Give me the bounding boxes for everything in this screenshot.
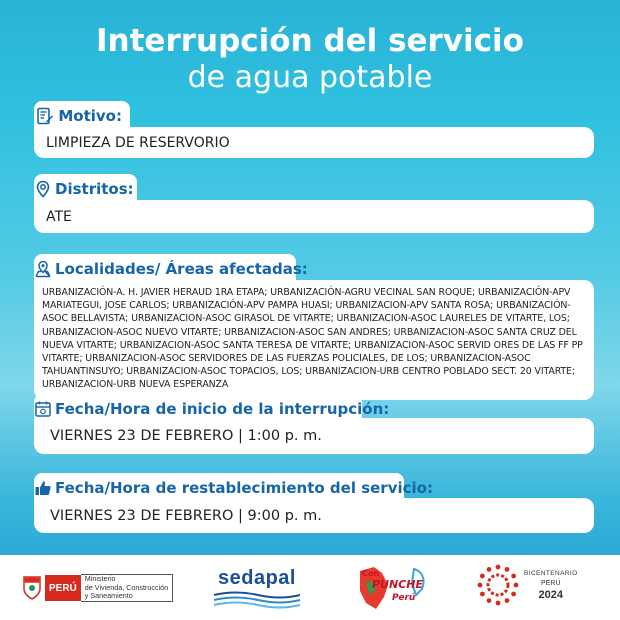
title-line-1: Interrupción del servicio [96, 23, 524, 59]
localidades-value-box [34, 280, 594, 400]
ministry-line-3: y Saneamiento [84, 591, 133, 601]
sedapal-wordmark: sedapal [218, 567, 296, 589]
thumbs-up-icon [34, 477, 52, 499]
con-punche-line-1: Con [362, 569, 380, 578]
bicentenario-year: 2024 [538, 589, 564, 601]
peru-label: PERÚ [45, 575, 81, 601]
con-punche-line-3: Perú [392, 593, 416, 603]
title-line-2: de agua potable [187, 60, 433, 95]
ministry-line-2: de Vivienda, Construcción [84, 582, 169, 592]
sedapal-waves-icon [212, 590, 302, 614]
footer-logos [0, 555, 620, 620]
restablecimiento-value: VIERNES 23 DE FEBRERO | 9:00 p. m. [50, 507, 322, 524]
distritos-value-box [34, 200, 594, 233]
con-punche-logo [352, 563, 432, 615]
localidades-label: Localidades/ Áreas afectadas: [55, 260, 308, 278]
bicentenario-line-2: PERÚ [541, 580, 561, 587]
peru-map-icon [352, 563, 432, 615]
ministry-line-1: Ministerio [84, 574, 116, 584]
con-punche-line-2: PUNCHE [372, 578, 423, 591]
bicentenario-line-1: BICENTENARIO [524, 570, 578, 577]
bicentenario-emblem-icon [476, 563, 520, 607]
peru-shield-icon [22, 575, 42, 601]
ministry-name [81, 574, 173, 602]
motivo-label: Motivo: [58, 107, 122, 125]
sedapal-logo [212, 567, 302, 614]
bicentenario-text [524, 569, 578, 601]
ministry-logo [22, 574, 173, 602]
localidades-value: URBANIZACIÓN-A. H. JAVIER HERAUD 1RA ETAPA; URBANIZACIÓN-AGRU VECINAL SAN ROQUE; URBANIZACIÓN-APV MARIATEGUI, JOSE CARLOS; URBANIZACIÓN-APV PAMPA HUASI; URBANIZACION-APV SANTA ROSA; URBANIZACIÓN-ASOC BELLAVISTA; URBANIZACION-ASOC GIRASOL DE VITARTE; URBANIZACION-ASOC LAURELES DE VITARTE, LOS; URBANIZACION-ASOC NUEVO VITARTE; URBANIZACION-ASOC SAN ANDRES; URBANIZACION-ASOC SANTA CRUZ DEL NUEVA VITARTE; URBANIZACION-ASOC SANTA TERESA DE VITARTE; URBANIZACION-ASOC SERVID ORES DE LAS FF PP VITARTE; URBANIZACION-ASOC SERVIDORES DE LAS FUERZAS POLICIALES, DE LOS; URBANIZACION-ASOC TAHUANTINSUYO; URBANIZACION-ASOC TOPACIOS, LOS; URBANIZACION-URB CENTRO POBLADO SECT. 20 VITARTE; URBANIZACION-URB NUEVA ESPERANZA [42, 287, 583, 391]
distritos-label: Distritos: [55, 180, 134, 198]
motivo-value-box [34, 127, 594, 158]
distritos-value: ATE [46, 208, 72, 225]
calendar-icon [34, 398, 52, 420]
bicentenario-logo [476, 563, 578, 607]
restablecimiento-label: Fecha/Hora de restablecimiento del servicio: [55, 479, 433, 497]
inicio-value: VIERNES 23 DE FEBRERO | 1:00 p. m. [50, 428, 322, 444]
motivo-value: LIMPIEZA DE RESERVORIO [46, 134, 230, 151]
page-title [0, 22, 620, 96]
restablecimiento-value-box [34, 498, 594, 533]
map-pin-icon [34, 178, 52, 200]
inicio-value-box [34, 418, 594, 454]
document-edit-icon [34, 105, 55, 127]
inicio-label: Fecha/Hora de inicio de la interrupción: [55, 400, 390, 418]
location-area-icon [34, 258, 52, 280]
